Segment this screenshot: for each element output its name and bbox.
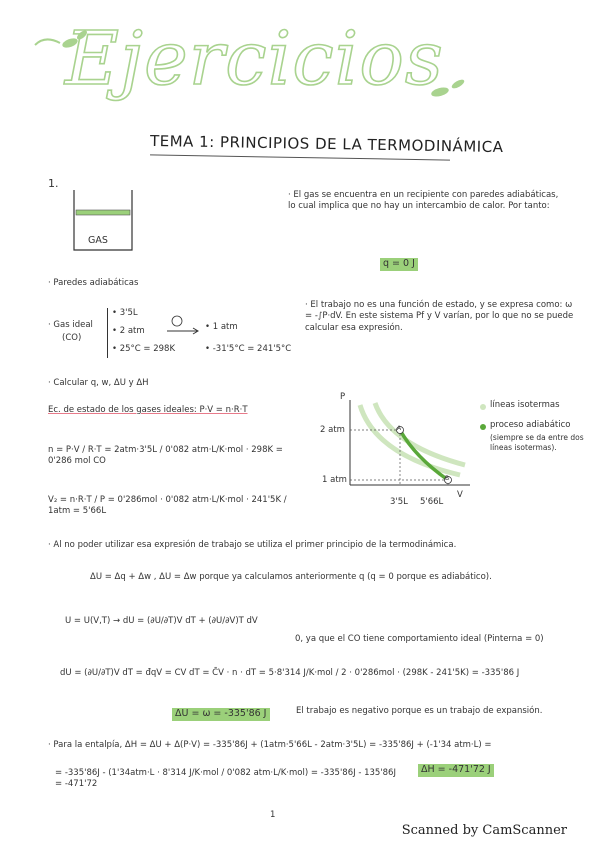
negative-work-note: El trabajo es negativo porque es un trabajo de expansión. [296,706,543,716]
dh-result: ΔH = -471'72 J [418,764,494,777]
equation-of-state: Ec. de estado de los gases ideales: P·V = n·R·T [48,405,248,415]
p-axis-label: P [340,392,346,402]
pv-diagram [330,395,480,505]
calculate-note: · Calcular q, w, ΔU y ΔH [48,378,149,388]
state-brace [107,308,108,358]
point-b-label: B [445,475,450,482]
v-axis-label: V [457,490,463,500]
enthalpy-line-1: · Para la entalpía, ΔH = ΔU + Δ(P·V) = -335'86J + (1atm·5'66L - 2atm·3'5L) = -335'86J + (-1'34 atm·L) = [48,740,492,750]
state1-volume: • 3'5L [112,308,138,318]
pressure-tick-low: 1 atm [322,475,347,485]
gas-formula: (CO) [62,333,82,343]
process-arrow-icon [165,315,201,337]
topic-heading: TEMA 1: PRINCIPIOS DE LA TERMODINÁMICA [149,131,504,157]
first-principle-intro: · Al no poder utilizar esa expresión de trabajo se utiliza el primer principio de la termodinámica. [48,540,457,550]
state1-pressure: • 2 atm [112,326,145,336]
gas-ideal-label: · Gas ideal [48,320,93,330]
isotherm-legend-swatch [480,404,486,410]
internal-energy-equation: ΔU = Δq + Δw , ΔU = Δw porque ya calculamos anteriormente q (q = 0 porque es adiabático). [90,572,492,582]
ideal-gas-note: 0, ya que el CO tiene comportamiento ideal (Pinterna = 0) [295,634,544,644]
state1-temperature: • 25°C = 298K [112,344,176,354]
moles-calculation: n = P·V / R·T = 2atm·3'5L / 0'082 atm·L/K·mol · 298K = 0'286 mol CO [48,445,283,467]
adiabatic-note: · El gas se encuentra en un recipiente con paredes adiabáticas, lo cual implica que no hay un intercambio de calor. Por tanto: [288,190,559,212]
state2-pressure: • 1 atm [205,322,238,332]
exercise-number: 1. [48,177,59,190]
gas-label: GAS [88,235,108,246]
du-result: ΔU = ω = -335'86 J [172,708,270,721]
adiabatic-legend-note: (siempre se da entre dos líneas isotermas). [490,433,584,452]
walls-note: · Paredes adiabáticas [48,278,139,288]
state2-temperature: • -31'5°C = 241'5°C [205,344,292,354]
page-number: 1 [270,810,276,820]
page-title: Ejercicios [65,16,444,102]
enthalpy-line-2: = -335'86J - (1'34atm·L · 8'314 J/K·mol / 0'082 atm·L/K·mol) = -335'86J - 135'86J = -471'72 [55,768,396,790]
volume2-calculation: V₂ = n·R·T / P = 0'286mol · 0'082 atm·L/K·mol · 241'5K / 1atm = 5'66L [48,495,287,517]
volume-tick-2: 5'66L [420,497,444,507]
du-derivation: dU = (∂U/∂T)V dT = đqV = CV dT = C̄V · n · dT = 5·8'314 J/K·mol / 2 · 0'286mol · (298K - 241'5K) = -335'86 J [60,668,520,678]
q-result: q = 0 J [380,258,418,271]
adiabatic-legend-label: proceso adiabático [490,420,571,430]
pressure-tick-high: 2 atm [320,425,345,435]
isotherm-legend-label: líneas isotermas [490,400,560,410]
adiabatic-legend-swatch [480,424,486,430]
heading-rule [150,154,450,160]
scanner-watermark: Scanned by CamScanner [401,823,567,838]
work-note: · El trabajo no es una función de estado, y se expresa como: ω = -∫P·dV. En este sistema Pf y V varían, por lo que no se puede calcular esa expresión. [305,300,574,333]
point-a-label: A [397,425,402,432]
volume-tick-1: 3'5L [390,497,408,507]
internal-energy-function: U = U(V,T) → dU = (∂U/∂T)V dT + (∂U/∂V)T dV [65,616,258,626]
